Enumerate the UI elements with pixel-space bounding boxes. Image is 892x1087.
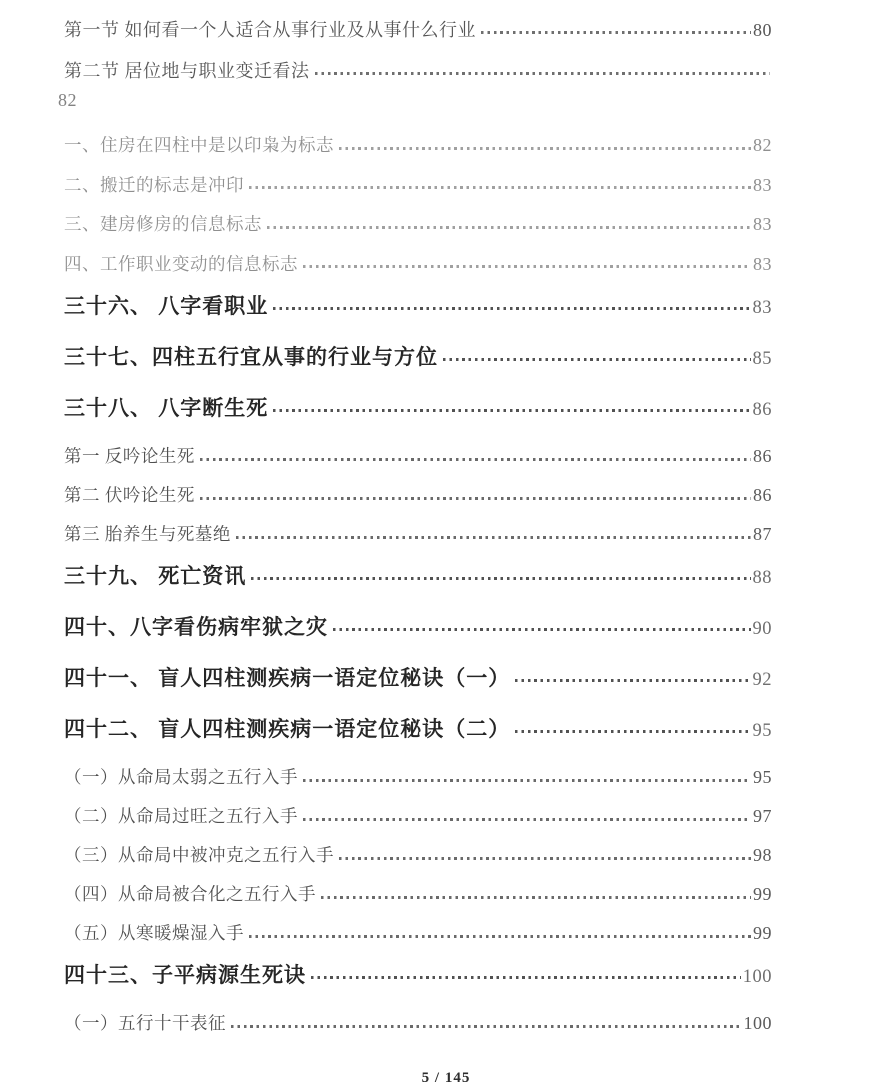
toc-entry-page-number: 86 — [753, 446, 772, 466]
toc-entry-page-number: 99 — [753, 923, 772, 943]
toc-entry — [64, 251, 772, 277]
toc-entry — [64, 211, 772, 237]
toc-entry-page-number: 86 — [753, 485, 772, 505]
toc-entry-title: 四、工作职业变动的信息标志 — [64, 253, 298, 274]
dot-leader — [273, 307, 750, 310]
dot-leader — [200, 458, 751, 461]
dot-leader — [339, 857, 751, 860]
toc-entry — [64, 392, 772, 422]
dot-leader — [303, 779, 751, 782]
toc-entry-title: 第一 反吟论生死 — [64, 446, 195, 466]
toc-entry — [64, 803, 772, 829]
dot-leader — [236, 536, 751, 539]
toc-entry-page-number: 83 — [752, 298, 772, 318]
toc-entry-title: 三十六、 八字看职业 — [64, 294, 269, 318]
toc-entry-title: 四十、八字看伤病牢狱之灾 — [64, 615, 328, 639]
toc-entry-page-number: 90 — [752, 619, 772, 639]
toc-entry-title: 82 — [58, 90, 77, 110]
toc-entry-title: （一）从命局太弱之五行入手 — [64, 767, 298, 787]
toc-entry — [64, 172, 772, 198]
dot-leader — [231, 1025, 742, 1028]
toc-entry-title: （三）从命局中被冲克之五行入手 — [64, 845, 334, 865]
dot-leader — [249, 935, 751, 938]
toc-entry-page-number: 83 — [753, 253, 772, 274]
toc-entry-page-number: 98 — [753, 845, 772, 865]
toc-entry — [64, 132, 772, 158]
dot-leader — [251, 577, 750, 580]
toc-entry-page-number: 83 — [753, 174, 772, 195]
toc-entry-title: 第二 伏吟论生死 — [64, 485, 195, 505]
toc-entry-title: （五）从寒暖燥湿入手 — [64, 923, 244, 943]
toc-entry-page-number: 100 — [742, 967, 772, 987]
toc-entry — [64, 482, 772, 508]
toc-entry-title: 第二节 居位地与职业变迁看法 — [64, 61, 310, 81]
toc-entry-title: 四十一、 盲人四柱测疾病一语定位秘诀（一） — [64, 666, 511, 690]
toc-entry-title: 四十二、 盲人四柱测疾病一语定位秘诀（二） — [64, 717, 511, 741]
dot-leader — [515, 679, 750, 682]
toc-entry — [64, 1010, 772, 1036]
toc-entry — [58, 90, 772, 116]
toc-entry-page-number: 100 — [743, 1013, 772, 1033]
toc-entry-title: 第三 胎养生与死墓绝 — [64, 524, 231, 544]
dot-leader — [315, 72, 771, 75]
toc-entry-title: 一、住房在四柱中是以印枭为标志 — [64, 135, 334, 155]
toc-entry-title: 三、建房修房的信息标志 — [64, 214, 262, 234]
toc-entry-page-number: 83 — [753, 214, 772, 234]
dot-leader — [515, 730, 750, 733]
toc-entry — [64, 57, 772, 83]
toc-entry — [64, 443, 772, 469]
toc-entry-page-number: 87 — [753, 524, 772, 544]
toc-entry — [64, 959, 772, 989]
dot-leader — [333, 628, 751, 631]
toc-entry-page-number: 97 — [753, 806, 772, 826]
toc-entry-title: 二、搬迁的标志是冲印 — [64, 174, 244, 195]
dot-leader — [267, 226, 751, 229]
toc-entry-title: 第一节 如何看一个人适合从事行业及从事什么行业 — [64, 20, 476, 40]
dot-leader — [339, 147, 751, 150]
toc-entry — [64, 842, 772, 868]
toc-entry — [64, 881, 772, 907]
toc-entry — [64, 611, 772, 641]
toc-entry-title: （四）从命局被合化之五行入手 — [64, 884, 316, 904]
dot-leader — [249, 186, 751, 189]
toc-entry — [64, 521, 772, 547]
toc-entry — [64, 16, 772, 42]
toc-entry-page-number: 99 — [753, 884, 772, 904]
toc-entry-title: 四十三、子平病源生死诀 — [64, 963, 306, 987]
toc-entry-title: 三十九、 死亡资讯 — [64, 564, 247, 588]
toc-entry-page-number: 82 — [753, 135, 772, 155]
toc-entry-title: 三十七、四柱五行宜从事的行业与方位 — [64, 345, 438, 369]
toc-entry — [64, 290, 772, 320]
page-number-footer: 5 / 145 — [421, 1070, 471, 1086]
dot-leader — [443, 358, 751, 361]
toc-entry-page-number: 95 — [753, 767, 772, 787]
toc-entry-page-number: 92 — [752, 670, 772, 690]
toc-entry-page-number: 86 — [752, 400, 772, 420]
toc-entry-title: （一）五行十干表征 — [64, 1013, 226, 1033]
dot-leader — [481, 31, 751, 34]
dot-leader — [321, 896, 751, 899]
toc-entry-page-number: 80 — [753, 20, 772, 40]
toc-entry — [64, 341, 772, 371]
toc-entry — [64, 662, 772, 692]
dot-leader — [200, 497, 751, 500]
toc-entry-page-number: 85 — [752, 349, 772, 369]
dot-leader — [311, 976, 741, 979]
toc-entry-title: （二）从命局过旺之五行入手 — [64, 806, 298, 826]
dot-leader — [273, 409, 750, 412]
toc-entry-page-number: 88 — [752, 568, 772, 588]
toc-entry — [64, 713, 772, 743]
toc-entry-title: 三十八、 八字断生死 — [64, 396, 269, 420]
dot-leader — [303, 818, 751, 821]
toc-entry-page-number: 95 — [752, 721, 772, 741]
toc-entry — [64, 920, 772, 946]
toc-entry — [64, 764, 772, 790]
dot-leader — [303, 265, 751, 268]
toc-entry — [64, 560, 772, 590]
